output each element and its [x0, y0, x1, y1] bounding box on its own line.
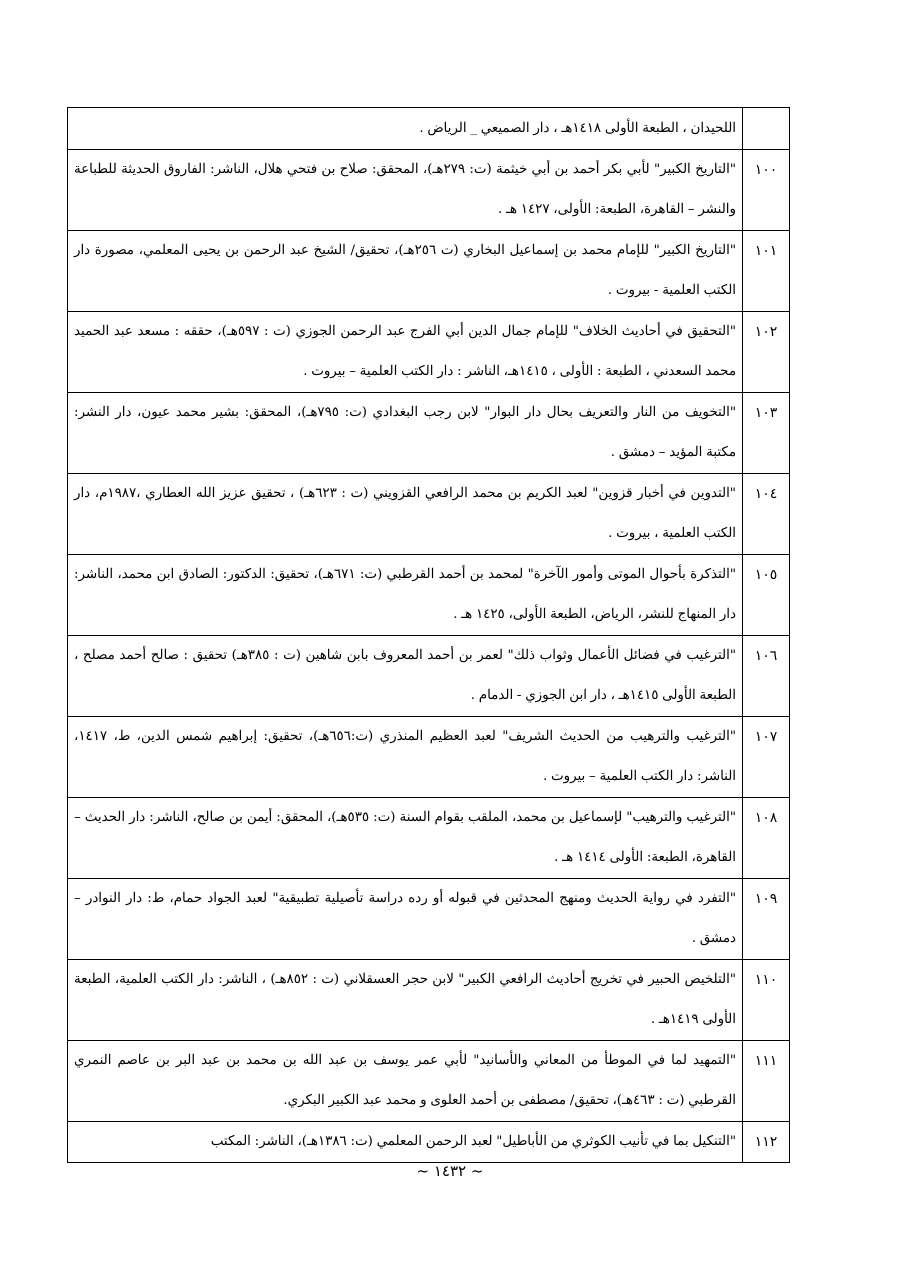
table-row — [68, 879, 790, 960]
entry-text: "الترغيب في فضائل الأعمال وثواب ذلك" لعمر بن أحمد المعروف بابن شاهين (ت : ٣٨٥هـ) تحقيق : صالح أحمد مصلح ، الطبعة الأولى ١٤١٥هـ ، دار ابن الجوزي - الدمام . — [68, 636, 743, 717]
entry-text: "التحقيق في أحاديث الخلاف" للإمام جمال الدين أبي الفرج عبد الرحمن الجوزي (ت : ٥٩٧هـ)، حققه : مسعد عبد الحميد محمد السعدني ، الطبعة : الأولى ، ١٤١٥هـ، الناشر : دار الكتب العلمية – بيروت . — [68, 312, 743, 393]
entry-number: ١٠٩ — [743, 879, 790, 960]
entry-number: ١٠٣ — [743, 393, 790, 474]
table-row — [68, 150, 790, 231]
table-row — [68, 636, 790, 717]
table-row — [68, 108, 790, 150]
table-row — [68, 1122, 790, 1163]
table-row — [68, 474, 790, 555]
entry-text: "التخويف من النار والتعريف بحال دار البوار" لابن رجب البغدادي (ت: ٧٩٥هـ)، المحقق: بشير محمد عيون، دار النشر: مكتبة المؤيد – دمشق . — [68, 393, 743, 474]
entry-text: "التذكرة بأحوال الموتى وأمور الآخرة" لمحمد بن أحمد القرطبي (ت: ٦٧١هـ)، تحقيق: الدكتور: الصادق ابن محمد، الناشر: دار المنهاج للنشر، الرياض، الطبعة الأولى، ١٤٢٥ هـ . — [68, 555, 743, 636]
entry-text: "التفرد في رواية الحديث ومنهج المحدثين في قبوله أو رده دراسة تأصيلية تطبيقية" لعبد الجواد حمام، ط: دار النوادر – دمشق . — [68, 879, 743, 960]
entry-text: اللحيدان ، الطبعة الأولى ١٤١٨هـ ، دار الصميعي _ الرياض . — [68, 108, 743, 150]
entry-number: ١٠١ — [743, 231, 790, 312]
entry-number: ١٠٤ — [743, 474, 790, 555]
entry-number: ١٠٥ — [743, 555, 790, 636]
entry-text: "التنكيل بما في تأنيب الكوثري من الأباطيل" لعبد الرحمن المعلمي (ت: ١٣٨٦هـ)، الناشر: المكتب — [68, 1122, 743, 1163]
entry-number: ١١٢ — [743, 1122, 790, 1163]
table-row — [68, 393, 790, 474]
page-number: ~ ١٤٣٢ ~ — [416, 1162, 484, 1180]
entry-text: "التاريخ الكبير" للإمام محمد بن إسماعيل البخاري (ت ٢٥٦هـ)، تحقيق/ الشيخ عبد الرحمن بن يحيى المعلمي، مصورة دار الكتب العلمية - بيروت . — [68, 231, 743, 312]
entry-text: "التلخيص الحبير في تخريج أحاديث الرافعي الكبير" لابن حجر العسقلاني (ت : ٨٥٢هـ) ، الناشر: دار الكتب العلمية، الطبعة الأولى ١٤١٩هـ . — [68, 960, 743, 1041]
entry-number: ١١٠ — [743, 960, 790, 1041]
table-row — [68, 312, 790, 393]
entry-number: ١١١ — [743, 1041, 790, 1122]
entry-text: "الترغيب والترهيب من الحديث الشريف" لعبد العظيم المنذري (ت:٦٥٦هـ)، تحقيق: إبراهيم شمس الدين، ط، ١٤١٧، الناشر: دار الكتب العلمية – بيروت . — [68, 717, 743, 798]
table-row — [68, 555, 790, 636]
entry-number: ١٠٢ — [743, 312, 790, 393]
entry-text: "التدوين في أخبار قزوين" لعبد الكريم بن محمد الرافعي القزويني (ت : ٦٢٣هـ) ، تحقيق عزيز الله العطاري ،١٩٨٧م، دار الكتب العلمية ، بيروت . — [68, 474, 743, 555]
entry-number: ١٠٦ — [743, 636, 790, 717]
table-row — [68, 717, 790, 798]
table-row — [68, 798, 790, 879]
entry-number — [743, 108, 790, 150]
table-row — [68, 960, 790, 1041]
table-row — [68, 231, 790, 312]
entry-text: "التاريخ الكبير" لأبي بكر أحمد بن أبي خيثمة (ت: ٢٧٩هـ)، المحقق: صلاح بن فتحي هلال، الناشر: الفاروق الحديثة للطباعة والنشر – القاهرة، الطبعة: الأولى، ١٤٢٧ هـ . — [68, 150, 743, 231]
entry-number: ١٠٧ — [743, 717, 790, 798]
references-table — [67, 107, 790, 1163]
entry-number: ١٠٠ — [743, 150, 790, 231]
entry-number: ١٠٨ — [743, 798, 790, 879]
entry-text: "الترغيب والترهيب" لإسماعيل بن محمد، الملقب بقوام السنة (ت: ٥٣٥هـ)، المحقق: أيمن بن صالح، الناشر: دار الحديث – القاهرة، الطبعة: الأولى ١٤١٤ هـ . — [68, 798, 743, 879]
entry-text: "التمهيد لما في الموطأ من المعاني والأسانيد" لأبي عمر يوسف بن عبد الله بن محمد بن عبد البر بن عاصم النمري القرطبي (ت : ٤٦٣هـ)، تحقيق/ مصطفى بن أحمد العلوى و محمد عبد الكبير البكري. — [68, 1041, 743, 1122]
table-row — [68, 1041, 790, 1122]
